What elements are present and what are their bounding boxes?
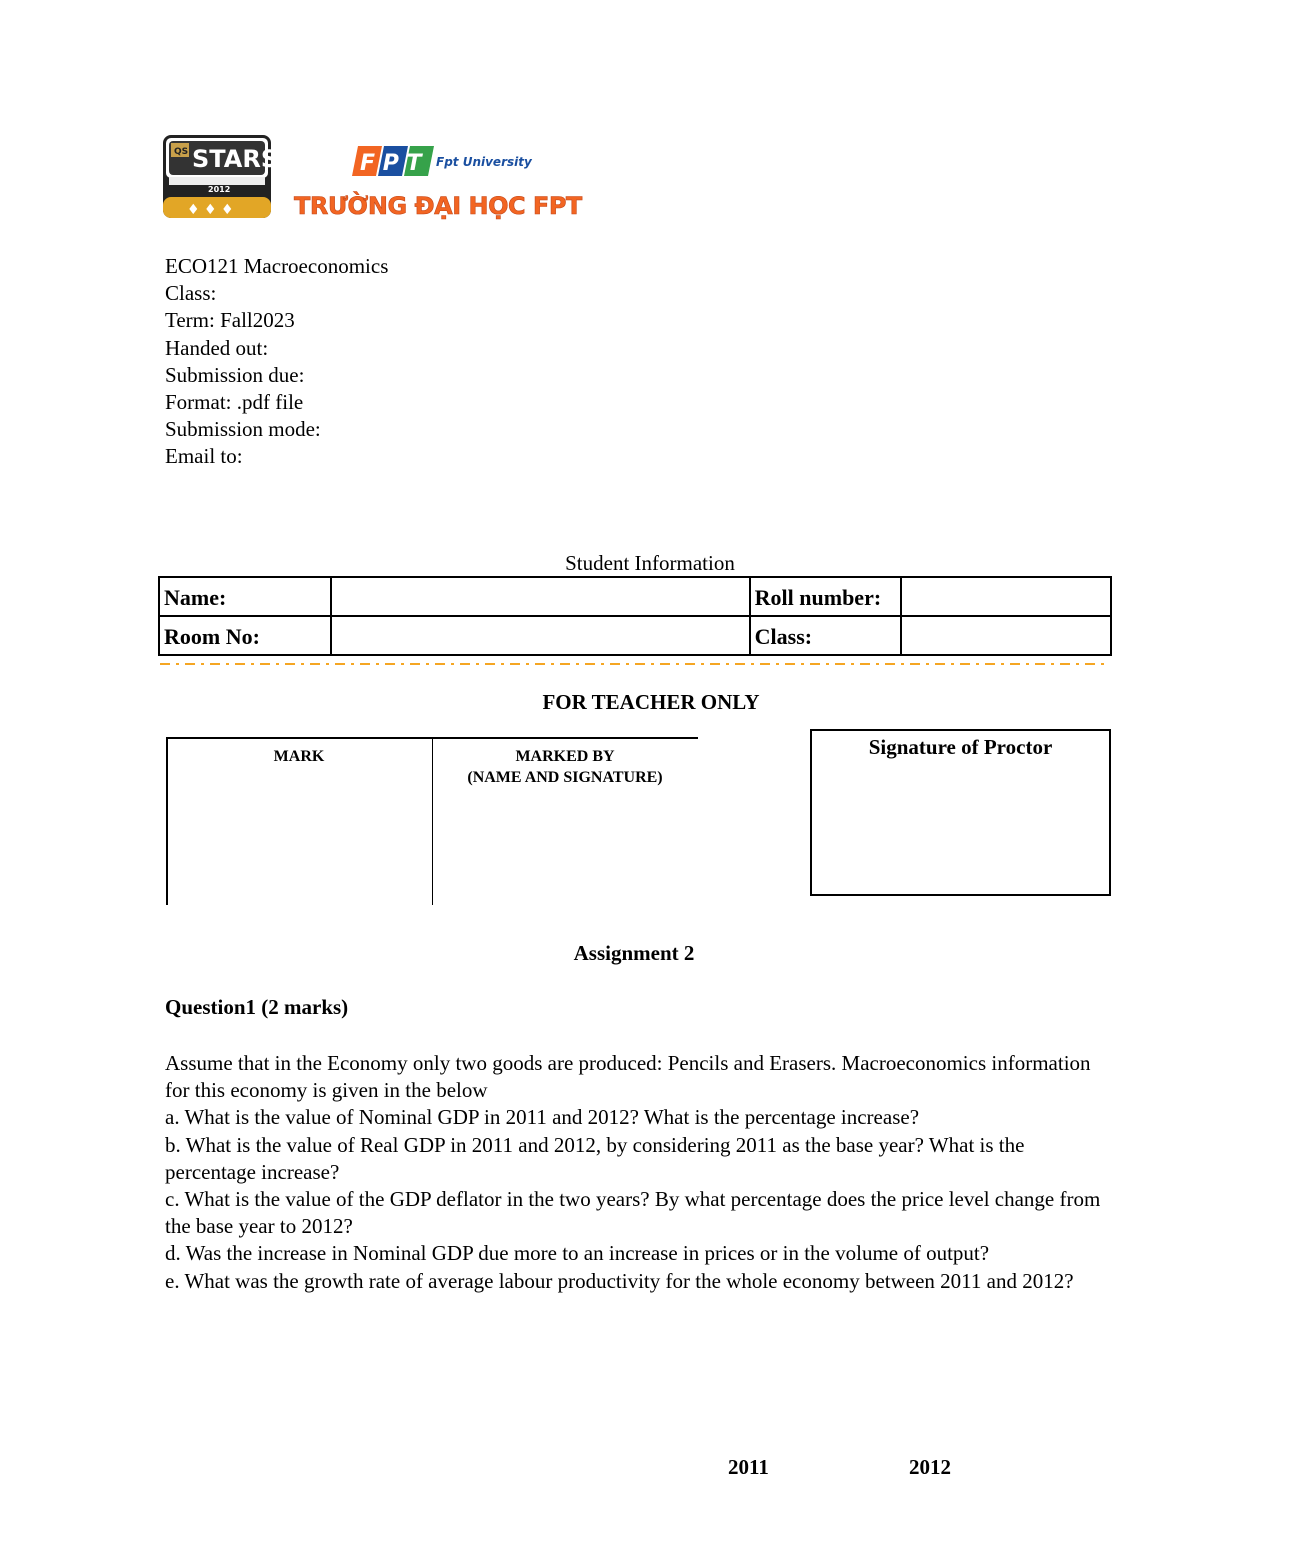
- question-1-body: [165, 1050, 1105, 1295]
- course-title: ECO121 Macroeconomics: [165, 254, 389, 278]
- class-line: Class:: [165, 281, 217, 306]
- year-header-2011: 2011: [728, 1455, 769, 1479]
- question-1-title: Question1 (2 marks): [165, 995, 349, 1019]
- question-item-a: a. What is the value of Nominal GDP in 2011 and 2012? What is the percentage increase?: [165, 1105, 920, 1130]
- dashed-separator: [160, 660, 1110, 668]
- room-label: Room No:: [159, 616, 331, 655]
- question-item-b: b. What is the value of Real GDP in 2011 and 2012, by considering 2011 as the base year? What is the percentage increase?: [165, 1132, 1025, 1184]
- submission-due-line: Submission due:: [165, 362, 305, 387]
- name-field[interactable]: [331, 577, 750, 616]
- question-item-c: c. What is the value of the GDP deflator in the two years? By what percentage does the price level change from the base year to 2012?: [165, 1187, 1101, 1239]
- class-field[interactable]: [901, 616, 1112, 655]
- handed-out-line: Handed out:: [165, 335, 269, 360]
- format-line: Format: .pdf file: [165, 390, 304, 415]
- student-info-table: [158, 576, 1112, 656]
- course-info: [165, 253, 388, 471]
- marked-by-title: MARKED BY: [515, 748, 615, 765]
- svg-text:♦ ♦ ♦: ♦ ♦ ♦: [187, 202, 234, 218]
- year-header-2012: 2012: [909, 1455, 951, 1479]
- mark-box: [166, 737, 698, 905]
- question-item-d: d. Was the increase in Nominal GDP due more to an increase in prices or in the volume of output?: [165, 1241, 990, 1266]
- roll-number-field[interactable]: [901, 577, 1112, 616]
- proctor-signature-label: Signature of Proctor: [868, 735, 1053, 759]
- fpt-university-logo: [352, 138, 532, 180]
- question-item-e: e. What was the growth rate of average labour productivity for the whole economy between 2011 and 2012?: [165, 1268, 1074, 1293]
- svg-text:QS: QS: [174, 147, 189, 157]
- term-line: Term: Fall2023: [165, 308, 295, 333]
- fpt-logo-sub: Fpt University: [436, 155, 532, 169]
- proctor-signature-box[interactable]: [810, 729, 1111, 896]
- university-name: TRƯỜNG ĐẠI HỌC FPT: [294, 192, 582, 220]
- teacher-only-title: FOR TEACHER ONLY: [542, 690, 760, 714]
- question-intro: Assume that in the Economy only two goods are produced: Pencils and Erasers. Macroeconomics information for this economy is given in the below: [165, 1051, 1091, 1103]
- mark-label: MARK: [273, 748, 325, 765]
- qs-logo-year: 2012: [208, 185, 231, 194]
- marked-by-subtitle: (NAME AND SIGNATURE): [467, 769, 663, 786]
- fpt-logo-text: F P T: [360, 151, 422, 176]
- name-label: Name:: [159, 577, 331, 616]
- submission-mode-line: Submission mode:: [165, 417, 321, 442]
- class-label: Class:: [750, 616, 901, 655]
- roll-number-label: Roll number:: [750, 577, 901, 616]
- student-info-title: Student Information: [565, 551, 735, 575]
- email-line: Email to:: [165, 444, 243, 469]
- room-field[interactable]: [331, 616, 750, 655]
- marked-by-label: [432, 746, 698, 788]
- assignment-title: Assignment 2: [573, 941, 695, 965]
- qs-logo-text: STARS: [192, 145, 279, 173]
- qs-stars-logo: [163, 135, 279, 220]
